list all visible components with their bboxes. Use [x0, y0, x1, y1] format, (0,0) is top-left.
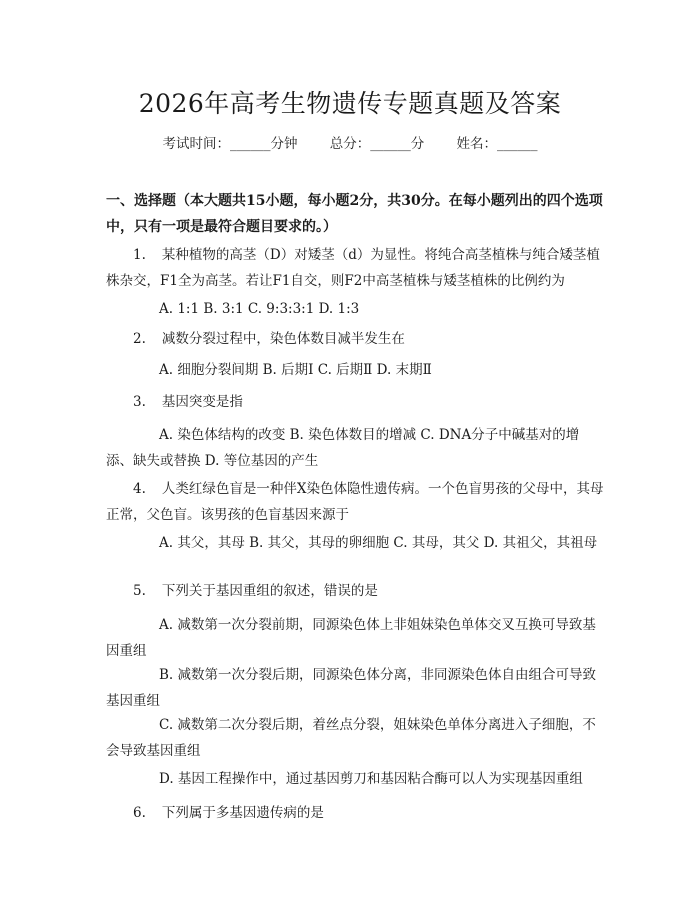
total-score-field: 总分：______分: [329, 136, 425, 152]
question-2-options: A. 细胞分裂间期 B. 后期Ⅰ C. 后期Ⅱ D. 末期Ⅱ: [159, 362, 432, 378]
question-5-option-c: C. 减数第二次分裂后期，着丝点分裂，姐妹染色单体分离进入子细胞，不会导致基因重组: [106, 717, 596, 759]
question-text: 下列关于基因重组的叙述，错误的是: [161, 583, 378, 599]
question-4-options: A. 其父，其母 B. 其父，其母的卵细胞 C. 其母，其父 D. 其祖父，其祖母: [159, 535, 598, 551]
exam-info: [0, 132, 700, 152]
question-number: 1.: [133, 247, 146, 263]
question-3: [106, 389, 606, 415]
question-text: 某种植物的高茎（D）对矮茎（d）为显性。将纯合高茎植株与纯合矮茎植株杂交，F1全为高茎。若让F1自交，则F2中高茎植株与矮茎植株的比例约为: [106, 247, 600, 289]
exam-time-field: 考试时间：______分钟: [162, 136, 298, 152]
name-field: 姓名：______: [456, 136, 538, 152]
question-4: [106, 476, 606, 528]
question-number: 3.: [133, 394, 146, 410]
question-6: [106, 800, 606, 826]
question-1: [106, 242, 606, 294]
question-5: [106, 578, 606, 604]
question-text: 人类红绿色盲是一种伴X染色体隐性遗传病。一个色盲男孩的父母中，其母正常，父色盲。该男孩的色盲基因来源于: [106, 481, 604, 523]
question-text: 减数分裂过程中，染色体数目减半发生在: [161, 331, 405, 347]
question-2: [106, 326, 606, 352]
question-number: 2.: [133, 331, 146, 347]
question-5-option-a: A. 减数第一次分裂前期，同源染色体上非姐妹染色单体交叉互换可导致基因重组: [106, 617, 596, 659]
question-5-option-d: D. 基因工程操作中，通过基因剪刀和基因粘合酶可以人为实现基因重组: [159, 771, 583, 787]
question-3-options: A. 染色体结构的改变 B. 染色体数目的增减 C. DNA分子中碱基对的增添、缺失或替换 D. 等位基因的产生: [106, 427, 580, 469]
section-heading: 一、选择题（本大题共15小题，每小题2分，共30分。在每小题列出的四个选项中，只有一项是最符合题目要求的。）: [106, 193, 603, 235]
question-number: 5.: [133, 583, 146, 599]
page-title: 2026年高考生物遗传专题真题及答案: [138, 89, 562, 118]
question-text: 下列属于多基因遗传病的是: [161, 805, 324, 821]
question-1-options: A. 1:1 B. 3:1 C. 9:3:3:1 D. 1:3: [159, 301, 360, 317]
question-number: 6.: [133, 805, 146, 821]
question-number: 4.: [133, 481, 146, 497]
question-5-option-b: B. 减数第一次分裂后期，同源染色体分离，非同源染色体自由组合可导致基因重组: [106, 667, 597, 709]
question-text: 基因突变是指: [161, 394, 243, 410]
